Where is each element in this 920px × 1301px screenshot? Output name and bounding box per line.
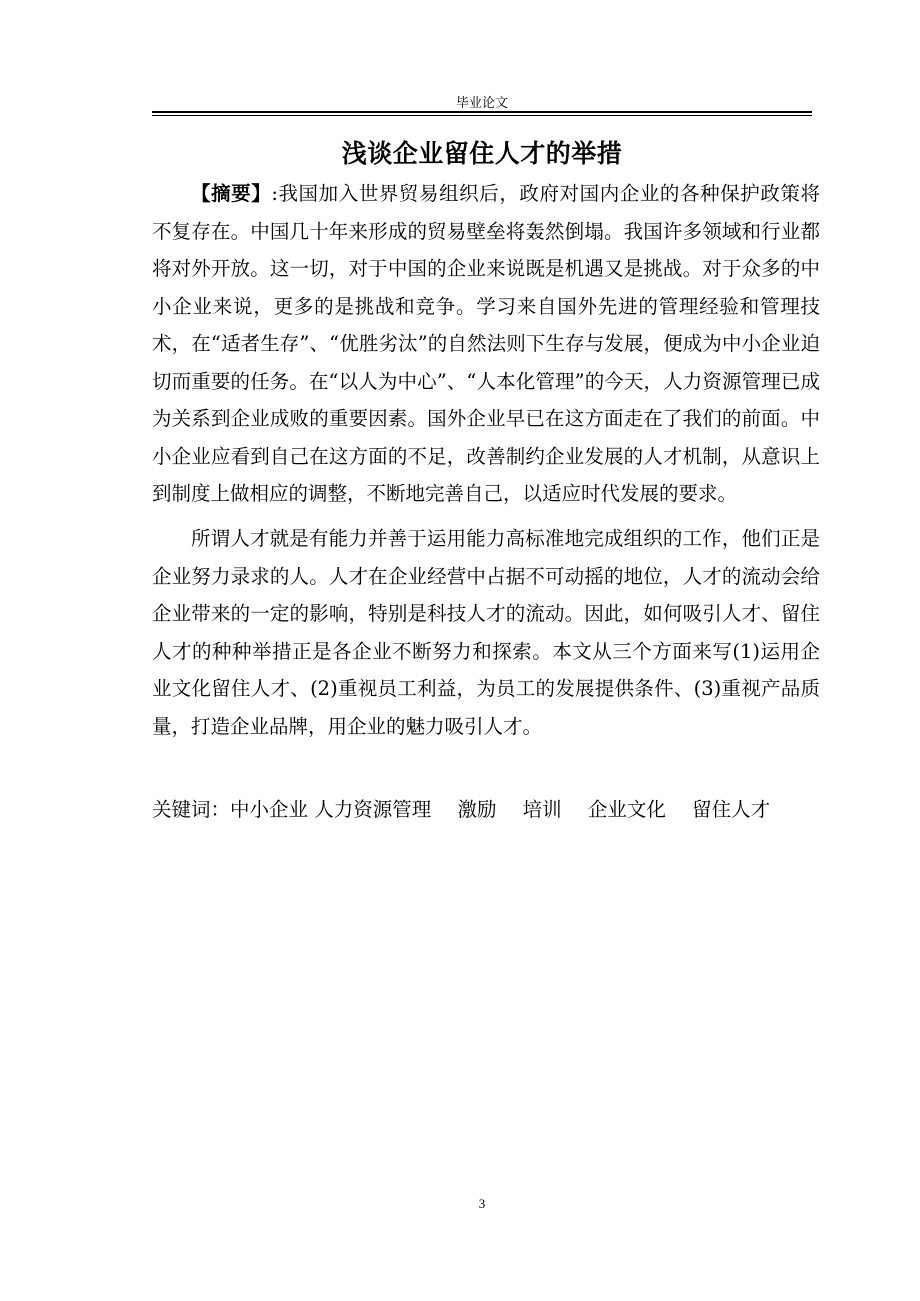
body-paragraph: 所谓人才就是有能力并善于运用能力高标准地完成组织的工作，他们正是企业努力录求的人。人才在企业经营中占据不可动摇的地位，人才的流动会给企业带来的一定的影响，特别是科技人才的流动。因此，如何吸引人才、留住人才的种种举措正是各企业不断努力和探索。本文从三个方面来写(1)运用企业文化留住人才、(2)重视员工利益，为员工的发展提供条件、(3)重视产品质量，打造企业品牌，用企业的魅力吸引人才。 — [152, 527, 820, 738]
keyword: 人力资源管理 — [314, 798, 432, 821]
keyword: 中小企业 — [230, 798, 309, 821]
keywords-line — [152, 795, 820, 825]
keyword: 培训 — [522, 798, 562, 821]
abstract-paragraph — [152, 175, 820, 513]
keyword: 企业文化 — [587, 798, 666, 821]
page-number: 3 — [478, 1196, 486, 1211]
keywords-label: 关键词： — [152, 798, 231, 821]
paper-title: 浅谈企业留住人才的举措 — [341, 139, 623, 168]
header-rule-thin — [152, 115, 812, 116]
abstract-label: 【摘要】 — [191, 182, 272, 205]
abstract-text: :我国加入世界贸易组织后，政府对国内企业的各种保护政策将不复存在。中国几十年来形成的贸易壁垒将轰然倒塌。我国许多领域和行业都将对外开放。这一切，对于中国的企业来说既是机遇又是挑战。对于众多的中小企业来说，更多的是挑战和竞争。学习来自国外先进的管理经验和管理技术，在“适者生存”、“优胜劣汰”的自然法则下生存与发展，便成为中小企业迫切而重要的任务。在“以人为中心”、“人本化管理”的今天，人力资源管理已成为关系到企业成败的重要因素。国外企业早已在这方面走在了我们的前面。中小企业应看到自己在这方面的不足，改善制约企业发展的人才机制，从意识上到制度上做相应的调整，不断地完善自己，以适应时代发展的要求。 — [152, 182, 820, 505]
keyword: 留住人才 — [692, 798, 771, 821]
running-header: 毕业论文 — [455, 96, 508, 111]
header-rule — [152, 111, 812, 113]
keyword: 激励 — [457, 798, 497, 821]
